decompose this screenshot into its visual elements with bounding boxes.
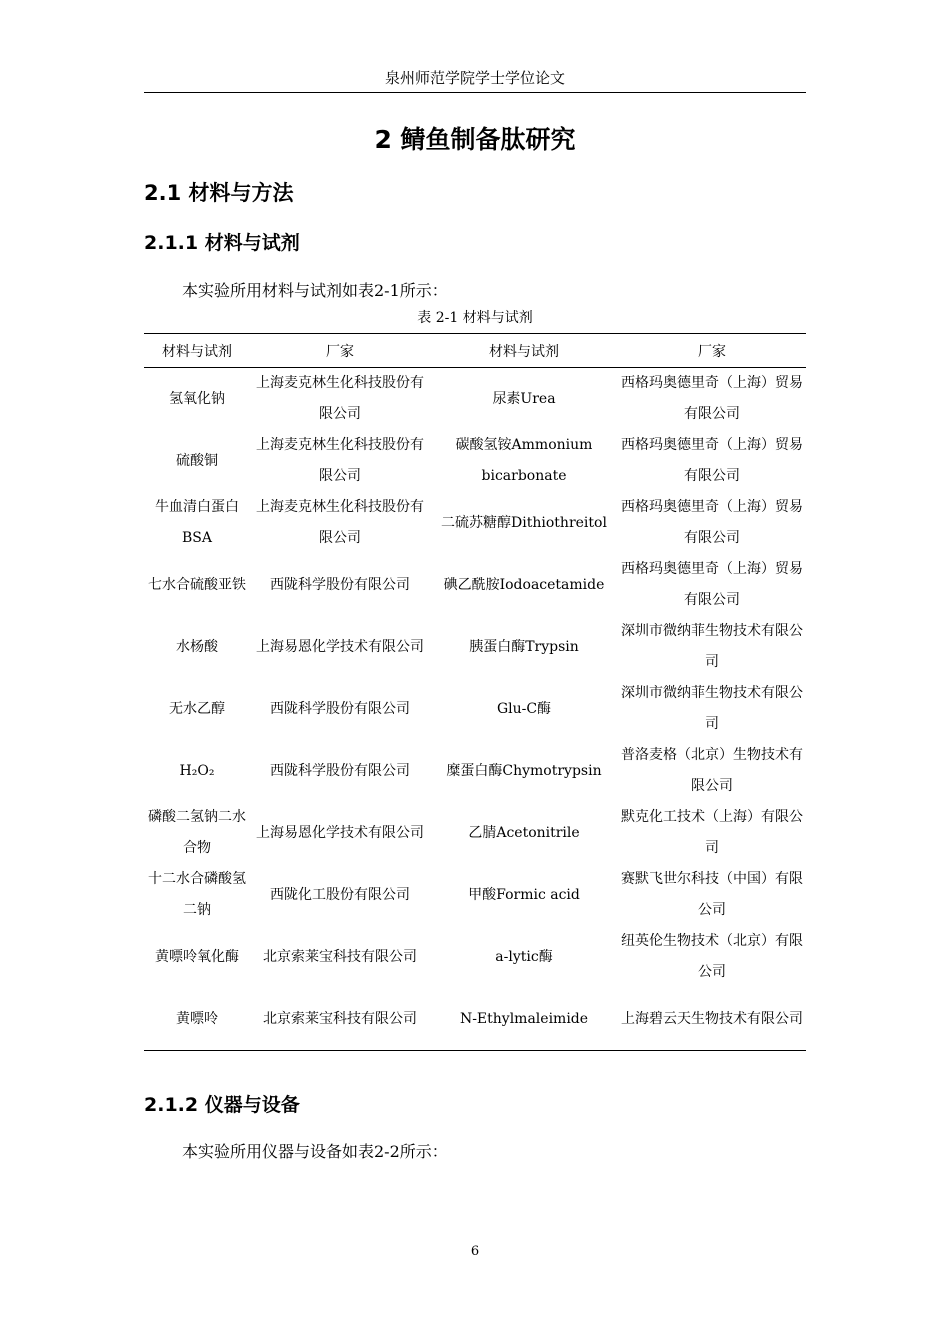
- table-cell: 黄嘌呤: [144, 988, 250, 1051]
- table-cell: H₂O₂: [179, 762, 215, 779]
- table-cell: 深圳市微纳菲生物技术有限公司: [621, 685, 803, 732]
- table-header-row: [144, 334, 806, 368]
- table-cell: N-Ethylmaleimide: [430, 988, 618, 1051]
- table-cell: Glu-C酶: [496, 700, 552, 717]
- table-cell: 二硫苏糖醇Dithiothreitol: [441, 514, 607, 531]
- table-cell: 牛血清白蛋白BSA: [155, 499, 239, 546]
- table-cell: 西格玛奥德里奇（上海）贸易有限公司: [621, 561, 803, 608]
- table-cell: a-lytic酶: [495, 948, 553, 965]
- table-cell: 尿素Urea: [492, 390, 556, 407]
- header-material: 材料与试剂: [430, 334, 618, 368]
- table-row: [144, 368, 806, 431]
- table-cell: 上海麦克林生化科技股份有限公司: [256, 437, 424, 484]
- page-number: 6: [470, 1244, 480, 1259]
- table-cell: 七水合硫酸亚铁: [148, 576, 246, 593]
- table-cell: 甲酸Formic acid: [468, 886, 580, 903]
- section-2-1-title: 2.1 材料与方法: [144, 181, 294, 205]
- section-2-1-1-intro: 本实验所用材料与试剂如表2-1所示：: [182, 281, 448, 300]
- table-row: [144, 926, 806, 988]
- header-manufacturer: 厂家: [618, 334, 806, 368]
- table-row: [144, 554, 806, 616]
- header-material: 材料与试剂: [144, 334, 250, 368]
- table-cell: 十二水合磷酸氢二钠: [148, 871, 246, 918]
- table-cell: 上海碧云天生物技术有限公司: [618, 988, 806, 1051]
- table-cell: 磷酸二氢钠二水合物: [148, 809, 246, 856]
- table-caption: 表 2-1 材料与试剂: [417, 310, 533, 326]
- table-row: [144, 430, 806, 492]
- table-row: [144, 802, 806, 864]
- table-cell: 糜蛋白酶Chymotrypsin: [446, 762, 602, 779]
- table-row: [144, 492, 806, 554]
- table-cell: 赛默飞世尔科技（中国）有限公司: [621, 871, 803, 918]
- materials-table: [144, 333, 806, 1051]
- table-cell: 西格玛奥德里奇（上海）贸易有限公司: [621, 375, 803, 422]
- table-cell: 乙腈Acetonitrile: [468, 824, 580, 841]
- table-cell: 碳酸氢铵Ammonium bicarbonate: [455, 437, 593, 484]
- table-row: [144, 616, 806, 678]
- table-cell: 纽英伦生物技术（北京）有限公司: [621, 933, 803, 980]
- table-cell: 北京索莱宝科技有限公司: [263, 948, 417, 965]
- table-cell: 上海易恩化学技术有限公司: [256, 638, 424, 655]
- table-cell: 硫酸铜: [176, 452, 218, 469]
- table-row: [144, 988, 806, 1051]
- table-cell: 西格玛奥德里奇（上海）贸易有限公司: [621, 499, 803, 546]
- table-cell: 西格玛奥德里奇（上海）贸易有限公司: [621, 437, 803, 484]
- table-cell: 西陇化工股份有限公司: [270, 886, 410, 903]
- table-cell: 黄嘌呤氧化酶: [155, 948, 239, 965]
- section-2-1-1-title: 2.1.1 材料与试剂: [144, 232, 300, 254]
- table-cell: 深圳市微纳菲生物技术有限公司: [621, 623, 803, 670]
- table-cell: 无水乙醇: [169, 700, 225, 717]
- table-row: [144, 740, 806, 802]
- section-2-1-2-intro: 本实验所用仪器与设备如表2-2所示：: [182, 1142, 448, 1161]
- page-header: 泉州师范学院学士学位论文: [384, 69, 565, 87]
- table-cell: 默克化工技术（上海）有限公司: [621, 809, 803, 856]
- chapter-title: 2 鲭鱼制备肽研究: [374, 125, 576, 154]
- header-rule: [144, 92, 806, 93]
- table-cell: 普洛麦格（北京）生物技术有限公司: [621, 747, 803, 794]
- table-cell: 西陇科学股份有限公司: [270, 576, 410, 593]
- table-cell: 碘乙酰胺Iodoacetamide: [443, 576, 605, 593]
- table-cell: 氢氧化钠: [169, 390, 225, 407]
- table-cell: 水杨酸: [176, 638, 218, 655]
- header-manufacturer: 厂家: [250, 334, 430, 368]
- table-cell: 上海麦克林生化科技股份有限公司: [256, 375, 424, 422]
- table-cell: 西陇科学股份有限公司: [270, 762, 410, 779]
- table-cell: 西陇科学股份有限公司: [270, 700, 410, 717]
- table-cell: 上海易恩化学技术有限公司: [256, 824, 424, 841]
- section-2-1-2-title: 2.1.2 仪器与设备: [144, 1094, 300, 1116]
- table-cell: 北京索莱宝科技有限公司: [250, 988, 430, 1051]
- table-cell: 胰蛋白酶Trypsin: [469, 638, 579, 655]
- table-row: [144, 864, 806, 926]
- table-row: [144, 678, 806, 740]
- table-cell: 上海麦克林生化科技股份有限公司: [256, 499, 424, 546]
